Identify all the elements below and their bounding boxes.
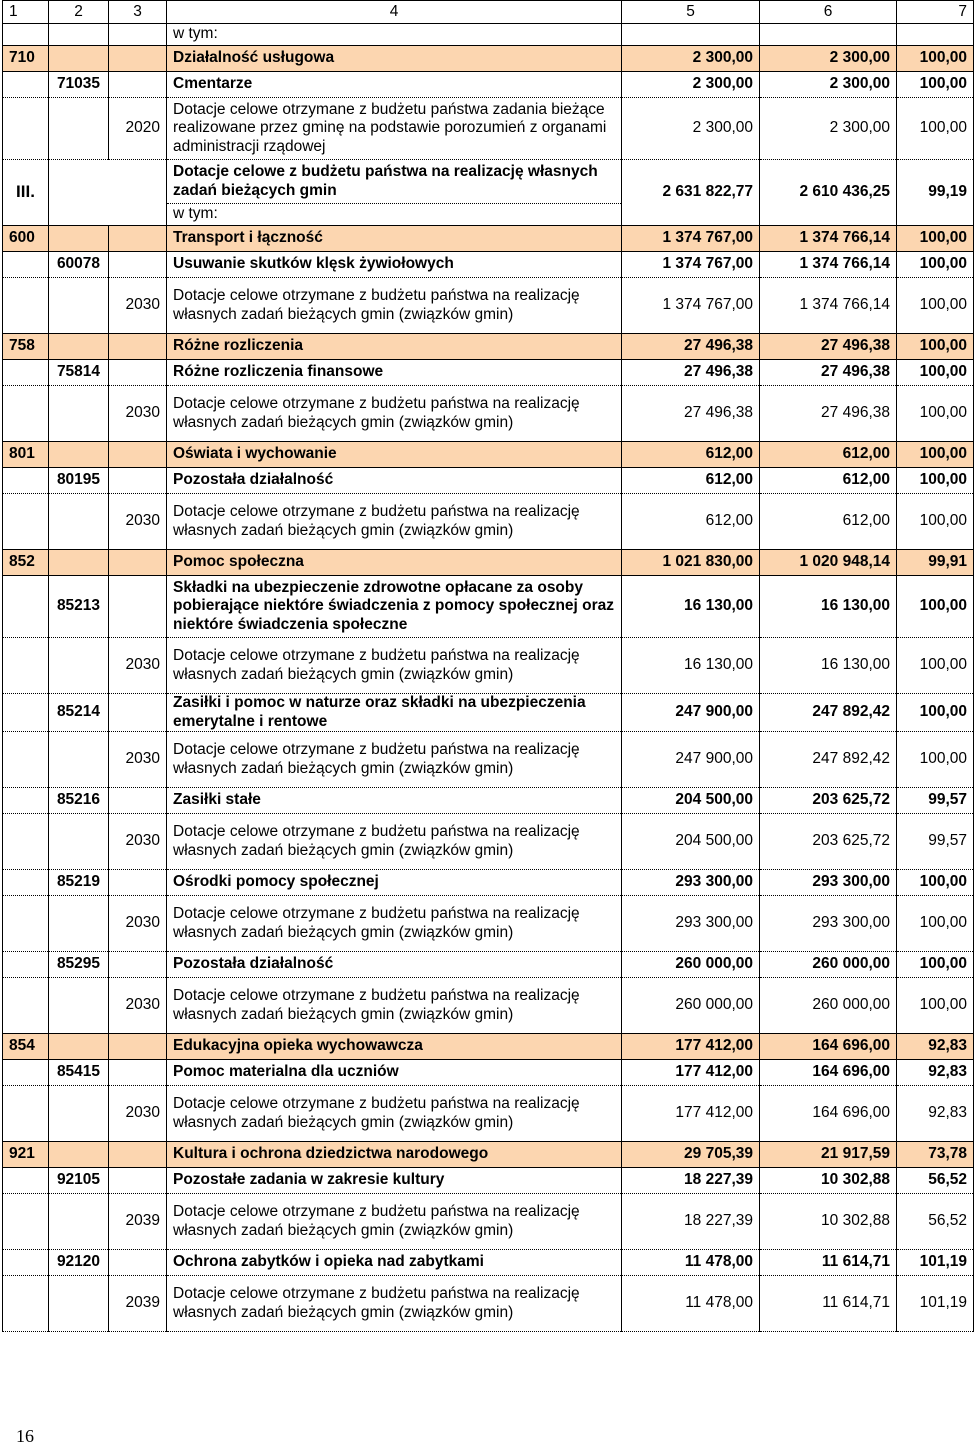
executed-value: 1 374 766,14 [760, 278, 897, 334]
division-code [3, 1276, 49, 1332]
plan-value: 247 900,00 [622, 732, 760, 788]
paragraph-code [109, 226, 167, 252]
chapter-row [3, 1250, 974, 1276]
percent-value: 100,00 [897, 870, 974, 896]
percent-value: 100,00 [897, 46, 974, 72]
item-title: Dotacje celowe otrzymane z budżetu państwa na realizację własnych zadań bieżących gmin (związków gmin) [167, 814, 622, 870]
percent-value: 99,91 [897, 550, 974, 576]
column-header: 6 [760, 1, 897, 24]
paragraph-row [3, 494, 974, 550]
percent-value: 100,00 [897, 494, 974, 550]
subheading-row [3, 24, 974, 46]
plan-value: 2 300,00 [622, 98, 760, 160]
chapter-row [3, 952, 974, 978]
chapter-code [49, 442, 109, 468]
cell-empty [760, 24, 897, 46]
item-title: Dotacje celowe otrzymane z budżetu państwa na realizację własnych zadań bieżących gmin (związków gmin) [167, 978, 622, 1034]
division-row [3, 334, 974, 360]
paragraph-code: 2030 [109, 814, 167, 870]
item-title: Edukacyjna opieka wychowawcza [167, 1034, 622, 1060]
percent-value: 100,00 [897, 638, 974, 694]
paragraph-code: 2020 [109, 98, 167, 160]
division-code: 710 [3, 46, 49, 72]
chapter-code [49, 1142, 109, 1168]
executed-value: 2 610 436,25 [760, 160, 897, 226]
plan-value: 11 478,00 [622, 1276, 760, 1332]
executed-value: 11 614,71 [760, 1250, 897, 1276]
division-code [3, 1086, 49, 1142]
item-title: Pomoc materialna dla uczniów [167, 1060, 622, 1086]
plan-value: 18 227,39 [622, 1168, 760, 1194]
chapter-code [49, 732, 109, 788]
percent-value: 56,52 [897, 1168, 974, 1194]
chapter-code: 85213 [49, 576, 109, 638]
paragraph-row [3, 1194, 974, 1250]
division-code: 758 [3, 334, 49, 360]
executed-value: 247 892,42 [760, 694, 897, 732]
item-title: Transport i łączność [167, 226, 622, 252]
division-row [3, 550, 974, 576]
paragraph-code: 2039 [109, 1194, 167, 1250]
division-code [3, 870, 49, 896]
paragraph-row [3, 978, 974, 1034]
plan-value: 612,00 [622, 442, 760, 468]
paragraph-code: 2030 [109, 638, 167, 694]
executed-value: 2 300,00 [760, 98, 897, 160]
plan-value: 16 130,00 [622, 576, 760, 638]
chapter-code [49, 278, 109, 334]
chapter-code [49, 978, 109, 1034]
column-header: 2 [49, 1, 109, 24]
item-title: Kultura i ochrona dziedzictwa narodowego [167, 1142, 622, 1168]
division-row [3, 1142, 974, 1168]
division-code [3, 252, 49, 278]
plan-value: 177 412,00 [622, 1060, 760, 1086]
executed-value: 27 496,38 [760, 360, 897, 386]
chapter-code [49, 98, 109, 160]
division-code [3, 1194, 49, 1250]
item-title: Dotacje celowe otrzymane z budżetu państwa na realizację własnych zadań bieżących gmin (związków gmin) [167, 278, 622, 334]
item-title: Dotacje celowe otrzymane z budżetu państwa na realizację własnych zadań bieżących gmin (związków gmin) [167, 896, 622, 952]
plan-value: 11 478,00 [622, 1250, 760, 1276]
plan-value: 177 412,00 [622, 1086, 760, 1142]
plan-value: 1 374 767,00 [622, 278, 760, 334]
page-number: 16 [16, 1426, 34, 1446]
paragraph-code [109, 550, 167, 576]
paragraph-code [109, 334, 167, 360]
chapter-code [49, 896, 109, 952]
executed-value: 2 300,00 [760, 72, 897, 98]
percent-value: 100,00 [897, 896, 974, 952]
plan-value: 27 496,38 [622, 386, 760, 442]
cell-empty [3, 24, 49, 46]
percent-value: 100,00 [897, 386, 974, 442]
paragraph-code [109, 442, 167, 468]
chapter-code [49, 334, 109, 360]
paragraph-row [3, 1086, 974, 1142]
plan-value: 293 300,00 [622, 870, 760, 896]
paragraph-row [3, 638, 974, 694]
paragraph-row [3, 732, 974, 788]
item-title: Pozostała działalność [167, 468, 622, 494]
chapter-row [3, 1168, 974, 1194]
executed-value: 21 917,59 [760, 1142, 897, 1168]
plan-value: 2 300,00 [622, 46, 760, 72]
executed-value: 164 696,00 [760, 1086, 897, 1142]
paragraph-code: 2030 [109, 978, 167, 1034]
percent-value: 100,00 [897, 952, 974, 978]
paragraph-code [109, 252, 167, 278]
division-code [3, 576, 49, 638]
column-header-row [3, 1, 974, 24]
item-title: Dotacje celowe otrzymane z budżetu państwa na realizację własnych zadań bieżących gmin (związków gmin) [167, 732, 622, 788]
item-title: Dotacje celowe otrzymane z budżetu państwa na realizację własnych zadań bieżących gmin (związków gmin) [167, 494, 622, 550]
item-title: Pomoc społeczna [167, 550, 622, 576]
division-code [3, 788, 49, 814]
percent-value: 100,00 [897, 252, 974, 278]
chapter-code [49, 386, 109, 442]
division-code [3, 98, 49, 160]
plan-value: 260 000,00 [622, 952, 760, 978]
plan-value: 204 500,00 [622, 788, 760, 814]
chapter-code [49, 1194, 109, 1250]
plan-value: 177 412,00 [622, 1034, 760, 1060]
percent-value: 100,00 [897, 334, 974, 360]
paragraph-code [109, 72, 167, 98]
item-title: Usuwanie skutków klęsk żywiołowych [167, 252, 622, 278]
paragraph-code [109, 870, 167, 896]
chapter-row [3, 788, 974, 814]
executed-value: 612,00 [760, 468, 897, 494]
division-code [3, 814, 49, 870]
item-title: Dotacje celowe otrzymane z budżetu państwa na realizację własnych zadań bieżących gmin (związków gmin) [167, 1194, 622, 1250]
chapter-code: 85214 [49, 694, 109, 732]
executed-value: 1 374 766,14 [760, 226, 897, 252]
paragraph-code: 2030 [109, 278, 167, 334]
percent-value: 100,00 [897, 978, 974, 1034]
paragraph-row [3, 386, 974, 442]
division-code [3, 1168, 49, 1194]
plan-value: 2 631 822,77 [622, 160, 760, 226]
item-title: Dotacje celowe otrzymane z budżetu państwa na realizację własnych zadań bieżących gmin (związków gmin) [167, 386, 622, 442]
executed-value: 203 625,72 [760, 814, 897, 870]
executed-value: 293 300,00 [760, 870, 897, 896]
item-title: Działalność usługowa [167, 46, 622, 72]
division-code: 854 [3, 1034, 49, 1060]
paragraph-row [3, 98, 974, 160]
chapter-row [3, 870, 974, 896]
plan-value: 2 300,00 [622, 72, 760, 98]
chapter-code [49, 226, 109, 252]
paragraph-code [109, 1034, 167, 1060]
paragraph-code: 2030 [109, 1086, 167, 1142]
paragraph-code [109, 952, 167, 978]
division-code [3, 896, 49, 952]
plan-value: 1 374 767,00 [622, 252, 760, 278]
percent-value: 100,00 [897, 732, 974, 788]
division-code [3, 72, 49, 98]
percent-value: 56,52 [897, 1194, 974, 1250]
plan-value: 204 500,00 [622, 814, 760, 870]
paragraph-code: 2039 [109, 1276, 167, 1332]
percent-value: 100,00 [897, 576, 974, 638]
subheading-label: w tym: [167, 204, 622, 226]
percent-value: 92,83 [897, 1060, 974, 1086]
section-title: Dotacje celowe z budżetu państwa na realizację własnych zadań bieżących gmin [167, 160, 622, 204]
division-code [3, 694, 49, 732]
budget-table [2, 0, 974, 1332]
percent-value: 92,83 [897, 1086, 974, 1142]
paragraph-code: 2030 [109, 386, 167, 442]
paragraph-code [109, 1142, 167, 1168]
item-title: Dotacje celowe otrzymane z budżetu państwa zadania bieżące realizowane przez gminę na podstawie porozumień z organami administracji rządowej [167, 98, 622, 160]
chapter-code: 85415 [49, 1060, 109, 1086]
item-title: Dotacje celowe otrzymane z budżetu państwa na realizację własnych zadań bieżących gmin (związków gmin) [167, 638, 622, 694]
percent-value: 100,00 [897, 360, 974, 386]
executed-value: 10 302,88 [760, 1194, 897, 1250]
executed-value: 27 496,38 [760, 334, 897, 360]
percent-value: 100,00 [897, 226, 974, 252]
percent-value: 101,19 [897, 1250, 974, 1276]
division-code: 600 [3, 226, 49, 252]
division-code [3, 468, 49, 494]
executed-value: 247 892,42 [760, 732, 897, 788]
chapter-code [49, 494, 109, 550]
executed-value: 1 374 766,14 [760, 252, 897, 278]
executed-value: 612,00 [760, 494, 897, 550]
paragraph-code [109, 1060, 167, 1086]
cell-empty [49, 160, 167, 226]
paragraph-code: 2030 [109, 494, 167, 550]
chapter-code [49, 46, 109, 72]
plan-value: 612,00 [622, 468, 760, 494]
executed-value: 16 130,00 [760, 576, 897, 638]
chapter-code [49, 1276, 109, 1332]
chapter-code [49, 1034, 109, 1060]
chapter-code: 75814 [49, 360, 109, 386]
percent-value: 100,00 [897, 442, 974, 468]
chapter-row [3, 72, 974, 98]
paragraph-row [3, 1276, 974, 1332]
executed-value: 16 130,00 [760, 638, 897, 694]
item-title: Dotacje celowe otrzymane z budżetu państwa na realizację własnych zadań bieżących gmin (związków gmin) [167, 1276, 622, 1332]
division-row [3, 46, 974, 72]
chapter-code [49, 814, 109, 870]
chapter-code: 85216 [49, 788, 109, 814]
executed-value: 203 625,72 [760, 788, 897, 814]
paragraph-code: 2030 [109, 732, 167, 788]
item-title: Ośrodki pomocy społecznej [167, 870, 622, 896]
plan-value: 247 900,00 [622, 694, 760, 732]
plan-value: 612,00 [622, 494, 760, 550]
executed-value: 293 300,00 [760, 896, 897, 952]
percent-value: 92,83 [897, 1034, 974, 1060]
executed-value: 612,00 [760, 442, 897, 468]
paragraph-row [3, 814, 974, 870]
paragraph-code [109, 788, 167, 814]
percent-value: 100,00 [897, 694, 974, 732]
division-row [3, 1034, 974, 1060]
paragraph-code [109, 1168, 167, 1194]
chapter-code [49, 1086, 109, 1142]
item-title: Różne rozliczenia finansowe [167, 360, 622, 386]
cell-empty [897, 24, 974, 46]
item-title: Cmentarze [167, 72, 622, 98]
executed-value: 1 020 948,14 [760, 550, 897, 576]
chapter-code: 85295 [49, 952, 109, 978]
item-title: Ochrona zabytków i opieka nad zabytkami [167, 1250, 622, 1276]
percent-value: 99,57 [897, 788, 974, 814]
division-code [3, 952, 49, 978]
paragraph-code [109, 576, 167, 638]
percent-value: 100,00 [897, 468, 974, 494]
cell-empty [49, 24, 109, 46]
division-code [3, 1250, 49, 1276]
chapter-code: 92105 [49, 1168, 109, 1194]
division-code [3, 360, 49, 386]
paragraph-code [109, 468, 167, 494]
item-title: Różne rozliczenia [167, 334, 622, 360]
cell-empty [109, 24, 167, 46]
item-title: Pozostała działalność [167, 952, 622, 978]
paragraph-code [109, 694, 167, 732]
division-code [3, 494, 49, 550]
executed-value: 260 000,00 [760, 978, 897, 1034]
item-title: Zasiłki i pomoc w naturze oraz składki na ubezpieczenia emerytalne i rentowe [167, 694, 622, 732]
chapter-row [3, 468, 974, 494]
plan-value: 1 021 830,00 [622, 550, 760, 576]
chapter-code [49, 550, 109, 576]
paragraph-code: 2030 [109, 896, 167, 952]
executed-value: 2 300,00 [760, 46, 897, 72]
subheading-label: w tym: [167, 24, 622, 46]
item-title: Zasiłki stałe [167, 788, 622, 814]
percent-value: 101,19 [897, 1276, 974, 1332]
executed-value: 10 302,88 [760, 1168, 897, 1194]
percent-value: 100,00 [897, 72, 974, 98]
item-title: Dotacje celowe otrzymane z budżetu państwa na realizację własnych zadań bieżących gmin (związków gmin) [167, 1086, 622, 1142]
chapter-code [49, 638, 109, 694]
executed-value: 164 696,00 [760, 1060, 897, 1086]
section-number: III. [3, 160, 49, 226]
chapter-code: 80195 [49, 468, 109, 494]
chapter-code: 60078 [49, 252, 109, 278]
column-header: 5 [622, 1, 760, 24]
chapter-code: 71035 [49, 72, 109, 98]
column-header: 4 [167, 1, 622, 24]
executed-value: 27 496,38 [760, 386, 897, 442]
paragraph-row [3, 278, 974, 334]
plan-value: 1 374 767,00 [622, 226, 760, 252]
plan-value: 18 227,39 [622, 1194, 760, 1250]
column-header: 7 [897, 1, 974, 24]
plan-value: 27 496,38 [622, 360, 760, 386]
executed-value: 11 614,71 [760, 1276, 897, 1332]
division-code [3, 732, 49, 788]
table-body [3, 1, 974, 1332]
division-row [3, 226, 974, 252]
division-code: 852 [3, 550, 49, 576]
plan-value: 260 000,00 [622, 978, 760, 1034]
column-header: 3 [109, 1, 167, 24]
chapter-code: 92120 [49, 1250, 109, 1276]
percent-value: 99,19 [897, 160, 974, 226]
plan-value: 16 130,00 [622, 638, 760, 694]
executed-value: 164 696,00 [760, 1034, 897, 1060]
item-title: Oświata i wychowanie [167, 442, 622, 468]
section-row [3, 160, 974, 204]
percent-value: 100,00 [897, 278, 974, 334]
column-header: 1 [3, 1, 49, 24]
division-code [3, 278, 49, 334]
chapter-row [3, 360, 974, 386]
executed-value: 260 000,00 [760, 952, 897, 978]
chapter-code: 85219 [49, 870, 109, 896]
item-title: Składki na ubezpieczenie zdrowotne opłacane za osoby pobierające niektóre świadczenia z pomocy społecznej oraz niektóre świadczenia społeczne [167, 576, 622, 638]
division-code [3, 978, 49, 1034]
plan-value: 27 496,38 [622, 334, 760, 360]
division-code [3, 638, 49, 694]
percent-value: 99,57 [897, 814, 974, 870]
division-code [3, 386, 49, 442]
item-title: Pozostałe zadania w zakresie kultury [167, 1168, 622, 1194]
division-row [3, 442, 974, 468]
chapter-row [3, 576, 974, 638]
cell-empty [622, 24, 760, 46]
paragraph-code [109, 46, 167, 72]
percent-value: 73,78 [897, 1142, 974, 1168]
division-code [3, 1060, 49, 1086]
chapter-row [3, 1060, 974, 1086]
paragraph-code [109, 360, 167, 386]
paragraph-row [3, 896, 974, 952]
percent-value: 100,00 [897, 98, 974, 160]
division-code: 921 [3, 1142, 49, 1168]
chapter-row [3, 694, 974, 732]
chapter-row [3, 252, 974, 278]
plan-value: 29 705,39 [622, 1142, 760, 1168]
paragraph-code [109, 1250, 167, 1276]
plan-value: 293 300,00 [622, 896, 760, 952]
division-code: 801 [3, 442, 49, 468]
